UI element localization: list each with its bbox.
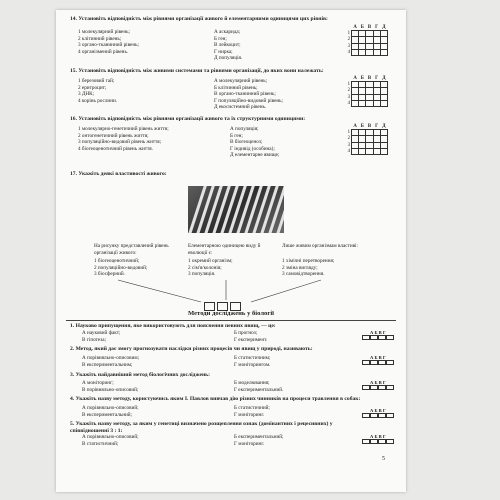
option: 4 організмений рівень.	[78, 48, 129, 55]
grid-col-header: В	[367, 76, 372, 82]
answer-header: А Б В Г	[370, 380, 386, 385]
grid-row-number: 4	[347, 100, 350, 106]
grid-col-header: Д	[382, 124, 386, 130]
grid-row-number: 3	[347, 43, 350, 49]
option: В експериментальний;	[82, 411, 132, 418]
method-question-3-options-left	[82, 380, 138, 393]
question-14-title: 14. Установіть відповідність між рівнями організації живого й елементарними одиницями цих рівнів:	[70, 16, 328, 22]
option: А порівняльно-описовим;	[82, 355, 140, 361]
section-title: Методи досліджень у біології	[187, 310, 275, 317]
answer-grid-14[interactable]	[344, 25, 388, 56]
question-16-title: 16. Установіть відповідність між рівнями організації живого та їх структурними одиницями:	[70, 116, 306, 122]
option: Б прогноз;	[234, 330, 258, 336]
question-14-left-options	[78, 29, 139, 55]
method-question-3-options-right	[234, 380, 283, 393]
option: В експериментальним;	[82, 361, 133, 368]
option: В біогеоценоз;	[230, 139, 263, 145]
option: 2 клітинний рівень;	[78, 35, 122, 42]
option: 1 молекулярний рівень;	[78, 29, 130, 35]
grid-row-number: 2	[347, 88, 350, 94]
method-4-answer-boxes[interactable]	[362, 408, 394, 418]
method-5-answer-boxes[interactable]	[362, 434, 394, 444]
option: В органо-тканинний рівень;	[214, 91, 276, 97]
q17-col1-heading: На рисунку представлений рівень організації живого:	[94, 243, 169, 256]
method-question-1-title: 1. Науково припущення, яке використовують для пояснення певних явищ, — це:	[70, 323, 276, 329]
option: А науковий факт;	[82, 330, 121, 336]
grid-row-number: 1	[347, 130, 350, 136]
grid-row-number: 4	[347, 49, 350, 55]
option: 2 сім'я/колонія;	[188, 264, 222, 271]
option: Г нирка;	[214, 48, 233, 55]
option: 4 корінь рослини.	[78, 97, 118, 104]
option: Б експериментальний;	[234, 434, 284, 440]
option: 2 онтогенетичний рівень життя;	[78, 132, 149, 139]
option: Д екосистемний рівень.	[214, 104, 267, 110]
option: Г моніторинг.	[234, 440, 265, 447]
method-question-1-options-left	[82, 330, 120, 343]
option: 2 популяційно-видовий;	[94, 264, 148, 271]
grid-col-header: Г	[375, 25, 379, 31]
zebras-photo	[188, 186, 284, 233]
option: В лейкоцит;	[214, 42, 241, 48]
page-number: 5	[382, 456, 385, 462]
grid-row-number: 3	[347, 94, 350, 100]
option: В гіпотеза;	[82, 336, 107, 343]
option: Б статистичним;	[234, 355, 271, 361]
grid-row-number: 4	[347, 148, 350, 154]
q17-col3-options	[282, 258, 334, 278]
grid-col-header: А	[353, 124, 357, 130]
option: Б клітинний рівень;	[214, 84, 258, 91]
option: А порівняльно-описовий;	[82, 434, 139, 440]
grid-col-header: Б	[360, 76, 364, 82]
answer-header: А Б В Г	[370, 355, 386, 360]
option: 2 зміна вигляду;	[282, 264, 318, 271]
option: Г експеримент.	[234, 336, 268, 343]
method-question-3-title: 3. Укажіть найдавніший метод біологічних досліджень:	[70, 372, 210, 378]
question-14-right-options	[214, 29, 242, 62]
option: В порівняльно-описовий;	[82, 386, 139, 393]
option: Д популяція.	[214, 55, 243, 61]
question-15-right-options	[214, 78, 283, 111]
grid-col-header: А	[353, 76, 357, 82]
question-16-left-options	[78, 126, 169, 152]
option: Б ген;	[214, 35, 227, 42]
method-question-4-options-right	[234, 405, 270, 418]
q17-col2-options	[188, 258, 233, 278]
method-question-5-options-left	[82, 434, 139, 447]
grid-col-header: Б	[360, 124, 364, 130]
question-17-title: 17. Укажіть деякі властивості живого:	[70, 171, 167, 177]
option: 3 популяція.	[188, 271, 216, 277]
option: Г моніторинг.	[234, 411, 265, 418]
grid-col-header: В	[367, 124, 372, 130]
method-question-2-options-left	[82, 355, 139, 368]
option: 3 ДНК;	[78, 91, 95, 97]
question-16-right-options	[230, 126, 279, 159]
method-3-answer-boxes[interactable]	[362, 380, 394, 390]
method-2-answer-boxes[interactable]	[362, 355, 394, 365]
section-divider	[66, 320, 396, 321]
grid-col-header: Д	[382, 25, 386, 31]
grid-col-header: Г	[375, 124, 379, 130]
option: Г експериментальний.	[234, 386, 284, 393]
option: Г моніторингом.	[234, 361, 271, 368]
method-question-1-options-right	[234, 330, 267, 343]
grid-col-header: Д	[382, 76, 386, 82]
option: Б статистичний;	[234, 405, 270, 411]
grid-row-number: 2	[347, 37, 350, 43]
option: 3 популяційно-видовий рівень життя;	[78, 139, 162, 145]
option: 3 самовідтворення.	[282, 271, 325, 277]
method-question-4-options-left	[82, 405, 139, 418]
option: Б моделювання;	[234, 380, 270, 386]
option: 4 біогеоценотичний рівень життя.	[78, 145, 153, 152]
option: Б ген;	[230, 132, 243, 139]
option: 1 березовий гай;	[78, 78, 115, 84]
method-question-5-options-right	[234, 434, 283, 447]
option: 2 еритроцит;	[78, 84, 107, 91]
textbook-page	[56, 10, 406, 492]
q17-col3-heading: Лише живим організмам властиві:	[282, 243, 358, 249]
question-15-title: 15. Установіть відповідність між живими системами та рівнями організації, до яких вони належать:	[70, 68, 324, 74]
option: А порівняльно-описовий;	[82, 405, 139, 411]
option: А молекулярний рівень;	[214, 78, 268, 84]
option: 1 біогеоценотичний;	[94, 258, 140, 264]
option: 1 окремий організм;	[188, 258, 233, 264]
grid-row-number: 3	[347, 142, 350, 148]
grid-col-header: Б	[360, 25, 364, 31]
option: 3 органо-тканинний рівень;	[78, 42, 139, 48]
grid-col-header: Г	[375, 76, 379, 82]
answer-header: А Б В Г	[370, 408, 386, 413]
grid-col-header: А	[353, 25, 357, 31]
method-1-answer-boxes[interactable]	[362, 330, 394, 340]
option: В статистичний;	[82, 440, 119, 447]
option: Д елементарне явище;	[230, 152, 280, 158]
grid-col-header: В	[367, 25, 372, 31]
answer-header: А Б В Г	[370, 330, 386, 335]
option: 1 молекулярно-генетичний рівень життя;	[78, 126, 169, 132]
q17-col2-heading: Елементарною одиницею виду й еволюції є:	[188, 243, 261, 256]
option: А моніторинг;	[82, 380, 114, 386]
option: А аскарида;	[214, 29, 241, 35]
option: 1 хімічні перетворення;	[282, 258, 335, 264]
question-15-left-options	[78, 78, 117, 104]
answer-grid-15[interactable]	[344, 76, 388, 107]
option: Г популяційно-видовий рівень;	[214, 97, 283, 104]
option: 3 біосферний.	[94, 271, 125, 277]
method-question-2-title: 2. Метод, який дає змогу прогнозувати наслідки різних процесів чи явищ у природі, називають:	[70, 346, 313, 352]
method-question-2-options-right	[234, 355, 270, 368]
grid-row-number: 1	[347, 31, 350, 37]
answer-header: А Б В Г	[370, 434, 386, 439]
grid-row-number: 2	[347, 136, 350, 142]
option: А популяція;	[230, 126, 259, 132]
method-question-4-title: 4. Укажіть назву методу, користуючись яким І. Павлов вивчав дію різних чинників на процеси травлення в собак:	[70, 396, 361, 402]
q17-col1-options	[94, 258, 147, 278]
answer-grid-16[interactable]	[344, 124, 388, 155]
option: Г індивід (особина);	[230, 145, 275, 152]
grid-row-number: 1	[347, 82, 350, 88]
method-question-5-title: 5. Укажіть назву методу, за яким у генетиці визначено розщеплення ознак (домінантних і рецесивних) у співвідношенні 3 : 1:	[70, 421, 333, 434]
